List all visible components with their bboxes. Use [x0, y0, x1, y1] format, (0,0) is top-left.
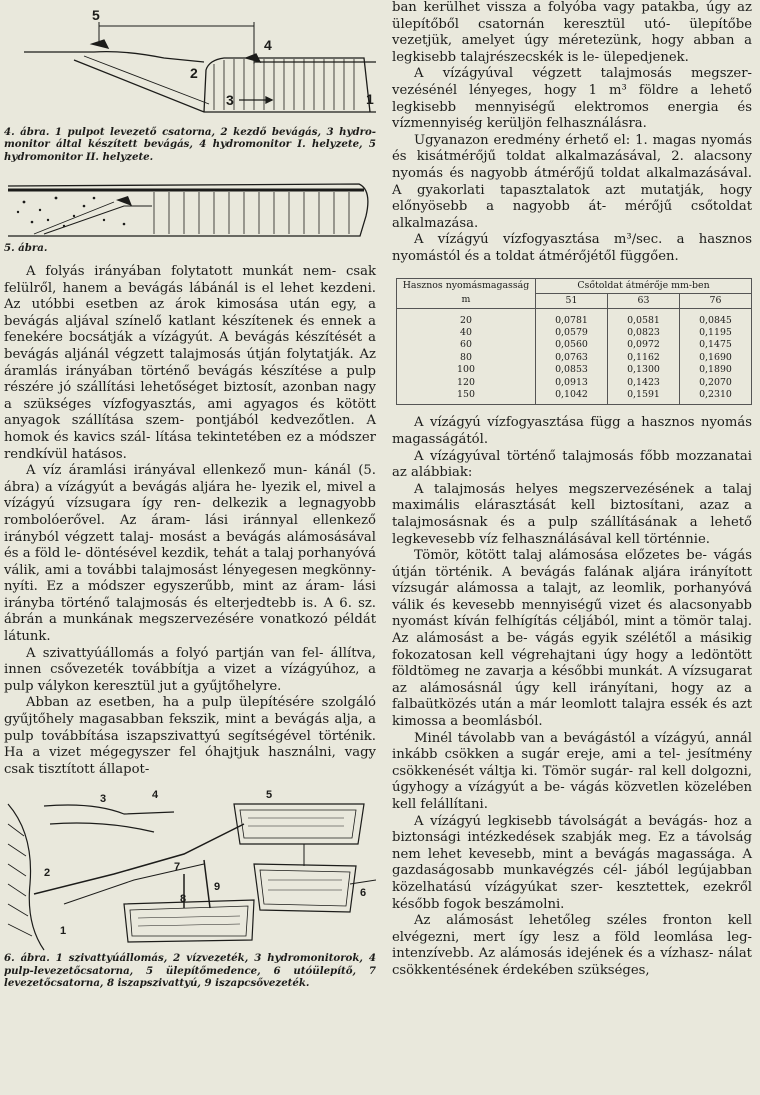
- table-cell: 40: [397, 327, 536, 339]
- figure-4-label-3: 3: [226, 92, 234, 108]
- right-paragraph-3: Ugyanazon eredmény érhető el: 1. magas nyomás és kisátmérőjű toldat alkalmazásával, 2. alacsony nyomás és nagyobb átmérőjű toldat alkalmazásával. A gyakorlati tapasztalatok azt mutatják, hogy előnyösebb a nagyobb át- mérőjű csőtoldat alkalmazása.: [392, 132, 752, 231]
- table-row: [397, 339, 752, 351]
- figure-6-label-3: 3: [100, 793, 107, 806]
- figure-6-label-1: 1: [60, 925, 67, 938]
- right-paragraph-10: A vízágyú legkisebb távolságát a bevágás- hoz a biztonsági intézkedések szabják meg. Ez a távolság nem lehet kevesebb, mint a bevágás magassága. A gazdaságosabb munkavégzés cél- jából legújabban közelhatású vízágyúkat szer- kesztettek, ezekről később fogok beszámolni.: [392, 813, 752, 912]
- table-cell: 0,1475: [680, 339, 752, 351]
- right-paragraph-6: A vízágyúval történő talajmosás főbb mozzanatai az alábbiak:: [392, 448, 752, 481]
- table-cell: 0,2310: [680, 389, 752, 405]
- table-cell: 0,0823: [608, 327, 680, 339]
- right-paragraph-9: Minél távolabb van a bevágástól a vízágyú, annál inkább csökken a sugár ereje, ami a tel- jesítmény csökkenését váltja ki. Tömör sugár- ral kell dolgozni, úgyhogy a vízágyút a be- vágás közvetlen közelében kell felállítani.: [392, 730, 752, 812]
- table-cell: 0,2070: [680, 377, 752, 389]
- figure-4-label-4: 4: [264, 37, 272, 53]
- figure-6-label-4: 4: [152, 789, 159, 802]
- table-cell: 0,0579: [536, 327, 608, 339]
- right-paragraph-7: A talajmosás helyes megszervezésének a talaj maximális elárasztását kell biztosítani, azaz a talajmosásnak és a pulp szállításának a lehető legkevesebb víz felhasználásával kell történnie.: [392, 481, 752, 547]
- figure-4-label-5: 5: [92, 7, 100, 23]
- right-paragraph-5: A vízágyú vízfogyasztása függ a hasznos nyomás magasságától.: [392, 415, 752, 447]
- figure-6-label-2: 2: [44, 867, 51, 880]
- table-col-head: 51: [536, 293, 608, 308]
- table-cell: 0,1591: [608, 389, 680, 405]
- table-row: [397, 364, 752, 376]
- figure-5: [4, 176, 376, 242]
- right-column: [392, 0, 752, 980]
- table-cell: 150: [397, 389, 536, 405]
- table-cell: 0,1300: [608, 364, 680, 376]
- table-cell: 0,0581: [608, 308, 680, 327]
- right-paragraph-8: Tömör, kötött talaj alámosása előzetes be- vágás útján történik. A bevágás falának aljára irányított vízsugár alámossa a talajt, az leomlik, porhanyóvá válik és kevesebb mennyiségű vizet és alacsonyabb nyomást kíván felhígítás céljából, mint a tömör talaj. Az alámosást a be- vágás egyik szélétől a másikig fokozatosan kell végrehajtani úgy hogy a ledöntött földtömeg ne zavarja a későbbi munkát. A vízsugarat az alámosásnál úgy kell irányítani, hogy az a falbaütközés után a már leomlott talajra essék és azt kimossa a beomlásból.: [392, 548, 752, 730]
- table-cell: 0,0845: [680, 308, 752, 327]
- table-cell: 0,1195: [680, 327, 752, 339]
- left-paragraph-1: A folyás irányában folytatott munkát nem- csak felülről, hanem a bevágás lábánál is el lehet kezdeni. Az utóbbi esetben az árok kimosása után egy, a bevágás aljával színelő katlant készítenek és ennek a fenekére bocsátják a vízágyút. A bevágás készítését a bevágás aljánál végzett talajmosás útján folytatják. Az áramlás irányában történő bevágás készítése a pulp részére jó szállítási lehetőséget biztosít, azonban nagy a szükséges vízfogyasztás, ami agyagos és kötött anyagok szállítása szem- pontjából kedvezőtlen. A homok és kavics szál- lítása tekintetében ez a módszer rendkívül hatásos.: [4, 264, 376, 462]
- figure-6-label-9: 9: [214, 881, 221, 894]
- table-row: [397, 327, 752, 339]
- figure-6-caption: 6. ábra. 1 szivattyúállomás, 2 vízvezeték, 3 hydromonitorok, 4 pulp-levezetőcsatorna, 5 ülepítőmedence, 6 utóülepítő, 7 levezetőcsatorna, 8 iszapszivattyú, 9 iszapcsővezeték.: [4, 952, 376, 990]
- table-col-head: 63: [608, 293, 680, 308]
- figure-4-caption: 4. ábra. 1 pulpot levezető csatorna, 2 kezdő bevágás, 3 hydro- monitor által készített bevágás, 4 hydromonitor I. helyzete, 5 hydromonitor II. helyzete.: [4, 126, 376, 163]
- figure-4-label-2: 2: [190, 65, 198, 81]
- figure-6-label-6: 6: [360, 887, 367, 900]
- table-cell: 0,1690: [680, 352, 752, 364]
- left-paragraph-3: A szivattyúállomás a folyó partján van fel- állítva, innen csővezeték továbbítja a vizet a vízágyúhoz, a pulp válykon keresztül jut a gyűjtőhelyre.: [4, 645, 376, 694]
- left-column: [4, 0, 376, 990]
- figure-4-label-1: 1: [366, 91, 374, 107]
- table-head-pressure: Hasznos nyomásmagasság m: [397, 278, 536, 308]
- table-row: [397, 389, 752, 405]
- table-cell: 0,0853: [536, 364, 608, 376]
- table-cell: 0,1042: [536, 389, 608, 405]
- figure-6-label-5: 5: [266, 789, 273, 802]
- table-cell: 0,1890: [680, 364, 752, 376]
- figure-6-drawing: [4, 784, 376, 952]
- table-row: [397, 308, 752, 327]
- figure-4: [4, 0, 376, 126]
- figure-5-caption: 5. ábra.: [4, 242, 48, 254]
- table-cell: 60: [397, 339, 536, 351]
- right-paragraph-2: A vízágyúval végzett talajmosás megszer- vezésénél lényeges, hogy 1 m³ földre a lehető legkisebb mennyiségű elektromos energia és vízmennyiség kerüljön felhasználásra.: [392, 66, 752, 132]
- water-consumption-table: [396, 278, 752, 406]
- table-row: [397, 377, 752, 389]
- figure-6: [4, 784, 376, 952]
- table-row: [397, 352, 752, 364]
- figure-6-label-8: 8: [180, 893, 187, 906]
- table-cell: 0,1162: [608, 352, 680, 364]
- figure-4-drawing: [4, 0, 376, 126]
- figure-5-drawing: [4, 176, 376, 242]
- table-cell: 100: [397, 364, 536, 376]
- table-head-diameter: Csőtoldat átmérője mm-ben: [536, 278, 752, 293]
- figure-6-label-7: 7: [174, 861, 181, 874]
- table-cell: 120: [397, 377, 536, 389]
- table-cell: 0,0763: [536, 352, 608, 364]
- table-cell: 0,0913: [536, 377, 608, 389]
- left-paragraph-4: Abban az esetben, ha a pulp ülepítésére szolgáló gyűjtőhely magasabban fekszik, mint a bevágás alja, a pulp továbbítása iszapszivattyú segítségével történik. Ha a vizet mégegyszer fel óhajtjuk használni, vagy csak tisztított állapot-: [4, 695, 376, 777]
- table-cell: 0,0972: [608, 339, 680, 351]
- table-cell: 0,0781: [536, 308, 608, 327]
- table-cell: 0,1423: [608, 377, 680, 389]
- table-col-head: 76: [680, 293, 752, 308]
- right-paragraph-4: A vízágyú vízfogyasztása m³/sec. a hasznos nyomástól és a toldat átmérőjétől függően.: [392, 232, 752, 264]
- right-paragraph-11: Az alámosást lehetőleg széles fronton kell elvégezni, mert így lesz a föld leomlása leg- intenzívebb. Az alámosás idejének és a vízhasz- nálat csökkentésének érdekében szükséges,: [392, 913, 752, 978]
- right-paragraph-1: ban kerülhet vissza a folyóba vagy patakba, úgy az ülepítőből csatornán keresztül utó- ülepítőbe vezetjük, amelyet úgy méretezünk, hogy abban a legkisebb talajrészecskék is le- ülepedjenek.: [392, 0, 752, 65]
- table-cell: 20: [397, 308, 536, 327]
- water-consumption-table-wrap: [396, 278, 752, 406]
- table-cell: 80: [397, 352, 536, 364]
- left-paragraph-2: A víz áramlási irányával ellenkező mun- kánál (5. ábra) a vízágyút a bevágás aljára he- lyezik el, mivel a vízágyú vízsugara így ren- delkezik a legnagyobb rombolóerővel. Az áram- lási iránnyal ellenkező irányból végzett talaj- mosást a bevágás alámosásával és a föld le- döntésével kezdik, tehát a talaj porhanyóvá válik, ami a további talajmosást lényegesen megkönny- nyíti. Ez a módszer egyszerűbb, mint az áram- lási irányba történő talajmosás és elterjedtebb is. A 6. sz. ábrán a munkának megszervezésére vonatkozó példát látunk.: [4, 463, 376, 645]
- table-cell: 0,0560: [536, 339, 608, 351]
